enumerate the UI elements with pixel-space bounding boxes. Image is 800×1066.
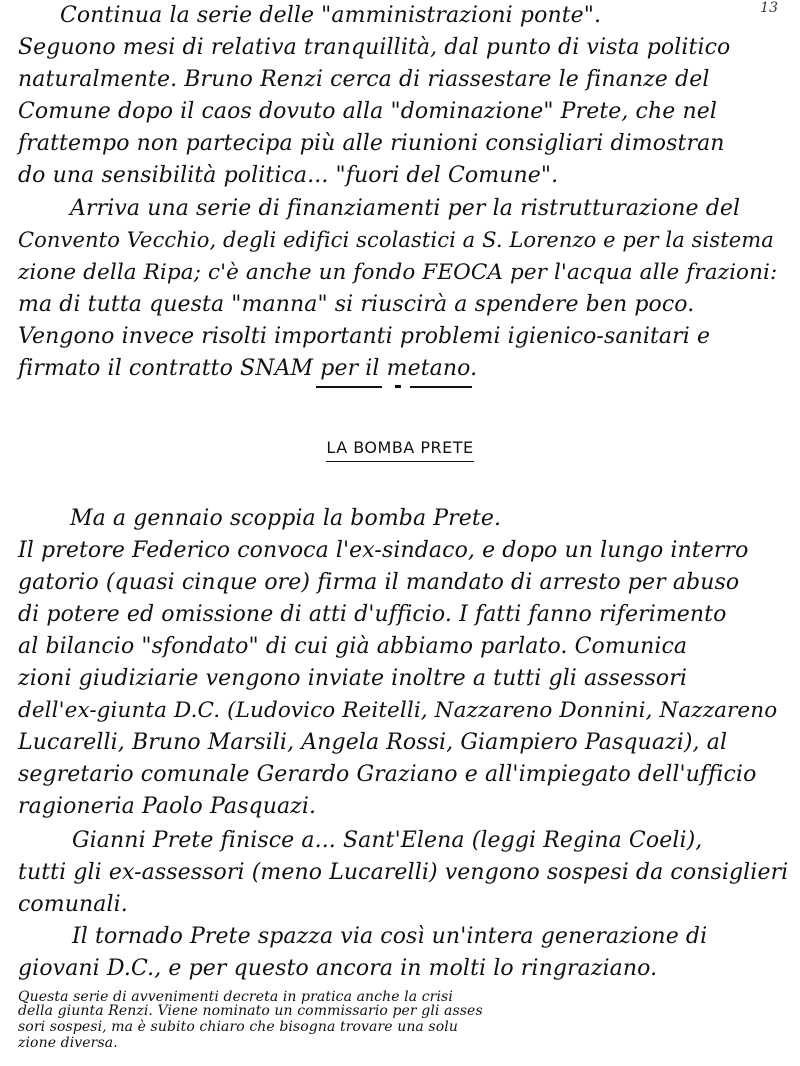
- text-line: della giunta Renzi. Viene nominato un commissario per gli asses: [18, 1003, 483, 1019]
- text-line: ragioneria Paolo Pasquazi.: [18, 794, 317, 819]
- text-line: segretario comunale Gerardo Graziano e all'impiegato dell'ufficio: [18, 762, 757, 787]
- text-line: di potere ed omissione di atti d'ufficio. I fatti fanno riferimento: [18, 602, 727, 627]
- text-line: comunali.: [18, 892, 128, 917]
- divider-line-left: [316, 386, 382, 388]
- heading-text: LA BOMBA PRETE: [326, 438, 473, 462]
- text-line: Arriva una serie di finanziamenti per la ristrutturazione del: [70, 196, 741, 221]
- text-line: Questa serie di avvenimenti decreta in pratica anche la crisi: [18, 989, 453, 1005]
- text-line: Lucarelli, Bruno Marsili, Angela Rossi, Giampiero Pasquazi), al: [18, 730, 728, 755]
- text-line: Il tornado Prete spazza via così un'intera generazione di: [72, 924, 708, 949]
- page-number: 13: [760, 0, 778, 16]
- text-line: tutti gli ex-assessori (meno Lucarelli) vengono sospesi da consiglieri: [18, 860, 789, 885]
- text-line: naturalmente. Bruno Renzi cerca di riassestare le finanze del: [18, 67, 710, 92]
- text-line: zione della Ripa; c'è anche un fondo FEOCA per l'acqua alle frazioni:: [18, 260, 778, 285]
- section-divider: [0, 382, 800, 392]
- text-line: Il pretore Federico convoca l'ex-sindaco, e dopo un lungo interro: [18, 538, 749, 563]
- text-line: do una sensibilità politica... "fuori del Comune".: [18, 163, 559, 188]
- text-line: dell'ex-giunta D.C. (Ludovico Reitelli, Nazzareno Donnini, Nazzareno: [18, 698, 778, 723]
- text-line: Gianni Prete finisce a... Sant'Elena (leggi Regina Coeli),: [72, 828, 703, 853]
- text-line: Ma a gennaio scoppia la bomba Prete.: [70, 506, 502, 531]
- text-line: Comune dopo il caos dovuto alla "dominazione" Prete, che nel: [18, 99, 717, 124]
- text-line: gatorio (quasi cinque ore) firma il mandato di arresto per abuso: [18, 570, 740, 595]
- text-line: zioni giudiziarie vengono inviate inoltre a tutti gli assessori: [18, 666, 688, 691]
- text-line: Convento Vecchio, degli edifici scolastici a S. Lorenzo e per la sistema: [18, 228, 774, 252]
- text-line: Seguono mesi di relativa tranquillità, dal punto di vista politico: [18, 35, 731, 60]
- text-line: ma di tutta questa "manna" si riuscirà a spendere ben poco.: [18, 292, 695, 317]
- divider-dot: [395, 385, 401, 388]
- text-line: al bilancio "sfondato" di cui già abbiamo parlato. Comunica: [18, 634, 688, 659]
- divider-line-right: [410, 386, 472, 388]
- text-line: Vengono invece risolti importanti problemi igienico-sanitari e: [18, 324, 711, 349]
- text-line: firmato il contratto SNAM per il metano.: [18, 356, 478, 381]
- text-line: giovani D.C., e per questo ancora in molti lo ringraziano.: [18, 956, 658, 981]
- text-line: frattempo non partecipa più alle riunioni consigliari dimostran: [18, 131, 725, 156]
- section-heading: [0, 438, 800, 462]
- text-line: sori sospesi, ma è subito chiaro che bisogna trovare una solu: [18, 1019, 458, 1035]
- text-line: zione diversa.: [18, 1035, 118, 1051]
- text-line: Continua la serie delle "amministrazioni ponte".: [60, 3, 602, 28]
